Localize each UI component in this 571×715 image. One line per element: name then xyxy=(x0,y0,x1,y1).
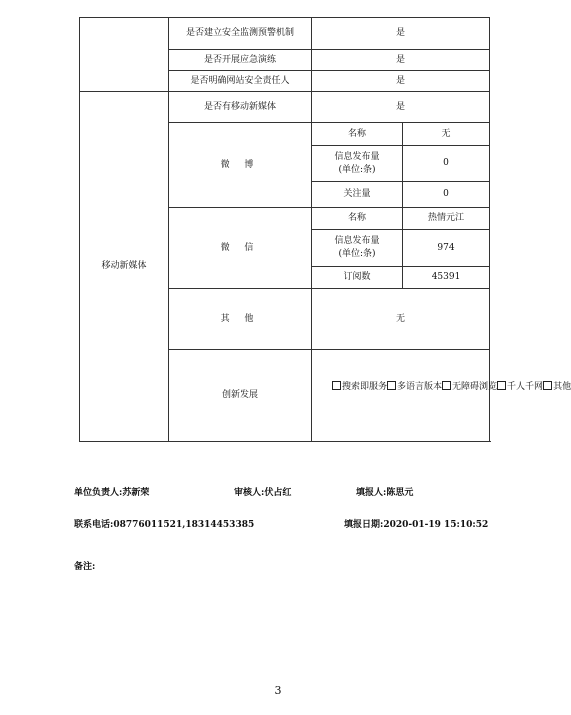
other-value: 无 xyxy=(312,289,490,350)
option-accessibility[interactable] xyxy=(442,381,497,394)
wechat-name-value: 热情元江 xyxy=(403,208,490,230)
reviewer: 审核人:伏占红 xyxy=(234,488,292,498)
mobile-section-label: 移动新媒体 xyxy=(80,92,169,442)
option-multilingual[interactable] xyxy=(387,381,442,394)
option-label: 多语言版本 xyxy=(397,382,443,392)
weibo-name-label: 名称 xyxy=(312,123,403,146)
weibo-follow-label: 关注量 xyxy=(312,182,403,208)
checkbox-icon[interactable] xyxy=(442,381,451,390)
weibo-name-value: 无 xyxy=(403,123,490,146)
innovation-options xyxy=(312,350,571,442)
option-other[interactable] xyxy=(543,381,571,394)
wechat-posts-label: 信息发布量 (单位:条) xyxy=(312,230,403,267)
owner-label: 是否明确网站安全责任人 xyxy=(169,71,312,92)
option-label: 搜索即服务 xyxy=(342,382,388,392)
other-label: 其 他 xyxy=(169,289,312,350)
weibo-posts-label: 信息发布量 (单位:条) xyxy=(312,146,403,182)
wechat-label: 微 信 xyxy=(169,208,312,289)
monitor-label: 是否建立安全监测预警机制 xyxy=(169,18,312,50)
owner-value: 是 xyxy=(312,71,490,92)
drill-value: 是 xyxy=(312,50,490,71)
checkbox-icon[interactable] xyxy=(543,381,552,390)
checkbox-icon[interactable] xyxy=(497,381,506,390)
has-mobile-value: 是 xyxy=(312,92,490,123)
option-label: 其他 xyxy=(553,382,571,392)
wechat-name-label: 名称 xyxy=(312,208,403,230)
innovation-label: 创新发展 xyxy=(169,350,312,442)
weibo-posts-value: 0 xyxy=(403,146,490,182)
monitor-value: 是 xyxy=(312,18,490,50)
report-date: 填报日期:2020-01-19 15:10:52 xyxy=(344,520,489,530)
wechat-subs-label: 订阅数 xyxy=(312,267,403,289)
option-label: 千人千网 xyxy=(507,382,544,392)
weibo-label: 微 博 xyxy=(169,123,312,208)
unit-head: 单位负责人:苏新荣 xyxy=(74,488,150,498)
wechat-subs-value: 45391 xyxy=(403,267,490,289)
option-personalized[interactable] xyxy=(497,381,543,394)
weibo-follow-value: 0 xyxy=(403,182,490,208)
checkbox-icon[interactable] xyxy=(387,381,396,390)
drill-label: 是否开展应急演练 xyxy=(169,50,312,71)
option-search-service[interactable] xyxy=(332,381,387,394)
page-number: 3 xyxy=(274,684,282,697)
wechat-posts-value: 974 xyxy=(403,230,490,267)
blank-section-cell xyxy=(80,18,169,92)
has-mobile-label: 是否有移动新媒体 xyxy=(169,92,312,123)
option-label: 无障碍浏览 xyxy=(452,382,498,392)
checkbox-icon[interactable] xyxy=(332,381,341,390)
filler: 填报人:陈思元 xyxy=(356,488,414,498)
remarks-label: 备注: xyxy=(74,562,96,572)
contact-phone: 联系电话:08776011521,18314453385 xyxy=(74,520,255,530)
report-table xyxy=(79,17,571,442)
